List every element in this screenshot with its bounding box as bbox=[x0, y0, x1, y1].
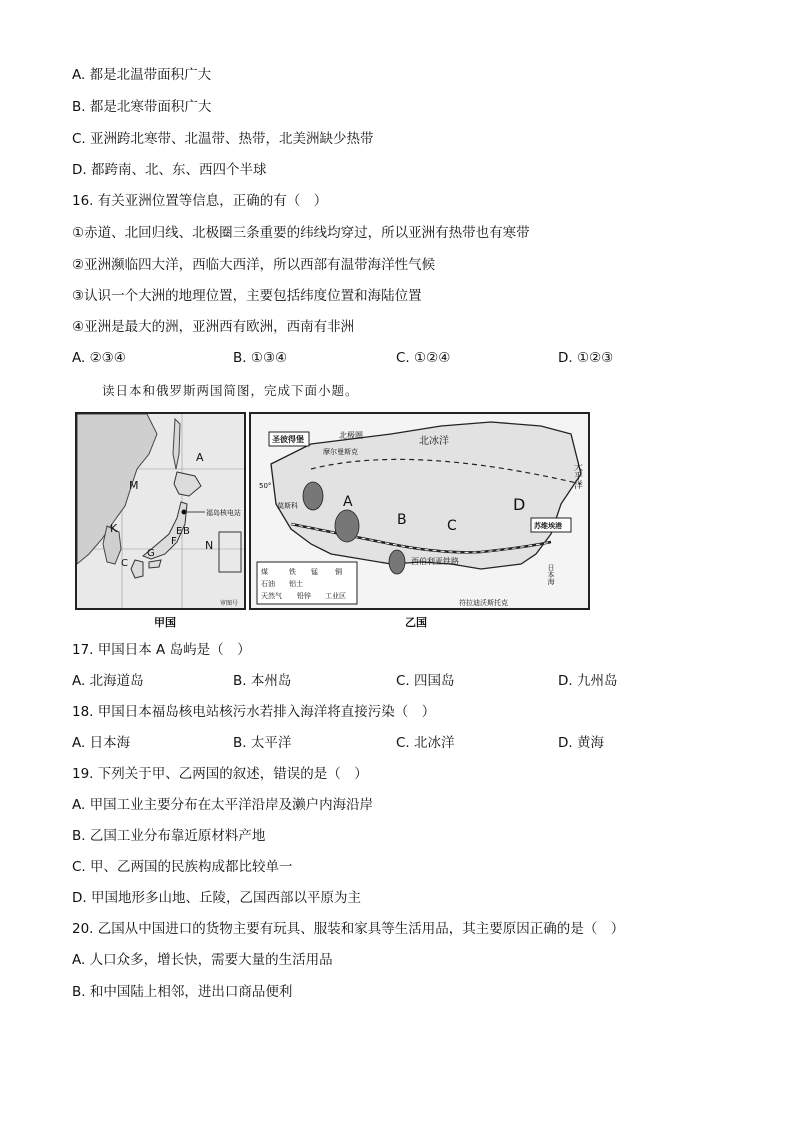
legend-coal: 煤 bbox=[261, 568, 268, 576]
map-russia bbox=[249, 412, 590, 610]
q16-stem: 16. 有关亚洲位置等信息，正确的有（ ） bbox=[72, 193, 328, 209]
moscow-label: 莫斯科 bbox=[277, 502, 298, 510]
region-a: A bbox=[343, 494, 353, 510]
japan-letter-g: G bbox=[147, 548, 155, 559]
legend-iron: 铁 bbox=[289, 568, 296, 576]
japan-letter-m: M bbox=[129, 479, 139, 492]
region-d: D bbox=[513, 495, 526, 514]
map-japan-caption: 甲国 bbox=[154, 616, 176, 629]
legend-oil: 石油 bbox=[261, 580, 275, 588]
latitude-50-label: 50° bbox=[259, 482, 272, 490]
legend-lead-zinc: 铅锌 bbox=[297, 592, 311, 600]
q19-option-b: B. 乙国工业分布靠近原材料产地 bbox=[72, 828, 266, 844]
q16-statement-4: ④亚洲是最大的洲，亚洲西有欧洲，西南有非洲 bbox=[72, 319, 355, 335]
legend-bauxite: 铝土 bbox=[289, 580, 303, 588]
q16-statement-1: ①赤道、北回归线、北极圈三条重要的纬线均穿过，所以亚洲有热带也有寒带 bbox=[72, 225, 530, 241]
sovetskaya-gavan-label: 苏维埃港 bbox=[534, 522, 562, 530]
q19-option-c: C. 甲、乙两国的民族构成都比较单一 bbox=[72, 859, 293, 875]
q17-stem: 17. 甲国日本 A 岛屿是（ ） bbox=[72, 642, 251, 658]
arctic-ocean-label: 北冰洋 bbox=[419, 436, 449, 447]
region-b: B bbox=[397, 512, 407, 528]
vladivostok-label: 符拉迪沃斯托克 bbox=[459, 599, 508, 607]
q20-option-a: A. 人口众多，增长快，需要大量的生活用品 bbox=[72, 952, 333, 968]
q18-option-a: A. 日本海 bbox=[72, 735, 131, 751]
q16-statement-2: ②亚洲濒临四大洋，西临大西洋，所以西部有温带海洋性气候 bbox=[72, 257, 436, 273]
japan-letter-k: K bbox=[110, 522, 118, 535]
q16-option-d: D. ①②③ bbox=[558, 350, 614, 366]
q18-option-c: C. 北冰洋 bbox=[396, 735, 455, 751]
legend-natural-gas: 天然气 bbox=[261, 592, 282, 600]
map-russia-caption: 乙国 bbox=[405, 616, 427, 629]
arctic-circle-label: 北极圈 bbox=[339, 431, 363, 440]
q20-option-b: B. 和中国陆上相邻，进出口商品便利 bbox=[72, 984, 293, 1000]
q16-option-b: B. ①③④ bbox=[233, 350, 288, 366]
legend-manganese: 锰 bbox=[311, 568, 318, 576]
q19-option-d: D. 甲国地形多山地、丘陵，乙国西部以平原为主 bbox=[72, 890, 361, 906]
map-japan bbox=[75, 412, 246, 610]
q18-option-d: D. 黄海 bbox=[558, 735, 604, 751]
pacific-label: 大平洋 bbox=[572, 462, 582, 489]
q16-option-c: C. ①②④ bbox=[396, 350, 451, 366]
murmansk-label: 摩尔曼斯克 bbox=[323, 448, 358, 456]
q15-option-c: C. 亚洲跨北寒带、北温带、热带，北美洲缺少热带 bbox=[72, 131, 374, 147]
q15-option-a: A. 都是北温带面积广大 bbox=[72, 67, 212, 83]
q15-option-d: D. 都跨南、北、东、西四个半球 bbox=[72, 162, 267, 178]
q17-option-a: A. 北海道岛 bbox=[72, 673, 144, 689]
japan-letter-c: C bbox=[121, 558, 128, 569]
map-approval-note: 审图号 bbox=[220, 600, 239, 607]
q16-option-a: A. ②③④ bbox=[72, 350, 126, 366]
q20-stem: 20. 乙国从中国进口的货物主要有玩具、服装和家具等生活用品，其主要原因正确的是（ ） bbox=[72, 921, 625, 937]
q17-option-c: C. 四国岛 bbox=[396, 673, 455, 689]
q17-option-d: D. 九州岛 bbox=[558, 673, 618, 689]
japan-map-graphic bbox=[77, 414, 244, 608]
japan-letter-n: N bbox=[205, 539, 214, 552]
japan-letter-e: E bbox=[176, 526, 183, 537]
q17-option-b: B. 本州岛 bbox=[233, 673, 292, 689]
japan-letter-b: B bbox=[183, 526, 190, 537]
q18-stem: 18. 甲国日本福岛核电站核污水若排入海洋将直接污染（ ） bbox=[72, 704, 436, 720]
st-petersburg-label: 圣彼得堡 bbox=[272, 435, 304, 444]
q19-stem: 19. 下列关于甲、乙两国的叙述，错误的是（ ） bbox=[72, 766, 368, 782]
japan-letter-a: A bbox=[196, 451, 204, 464]
q16-statement-3: ③认识一个大洲的地理位置，主要包括纬度位置和海陆位置 bbox=[72, 288, 422, 304]
legend-industrial-zone: 工业区 bbox=[325, 592, 346, 600]
sea-of-japan-label: 日本海 bbox=[547, 564, 555, 585]
region-c: C bbox=[447, 518, 457, 534]
q18-option-b: B. 太平洋 bbox=[233, 735, 292, 751]
map-instruction: 读日本和俄罗斯两国简图，完成下面小题。 bbox=[102, 383, 359, 398]
q15-option-b: B. 都是北寒带面积广大 bbox=[72, 99, 212, 115]
q19-option-a: A. 甲国工业主要分布在太平洋沿岸及濑户内海沿岸 bbox=[72, 797, 374, 813]
japan-letter-f: F bbox=[171, 536, 177, 547]
railway-label: 西伯利亚铁路 bbox=[411, 557, 459, 566]
legend-copper: 铜 bbox=[335, 568, 342, 576]
russia-map-graphic bbox=[251, 414, 588, 608]
fukushima-label: 福岛核电站 bbox=[206, 509, 241, 517]
